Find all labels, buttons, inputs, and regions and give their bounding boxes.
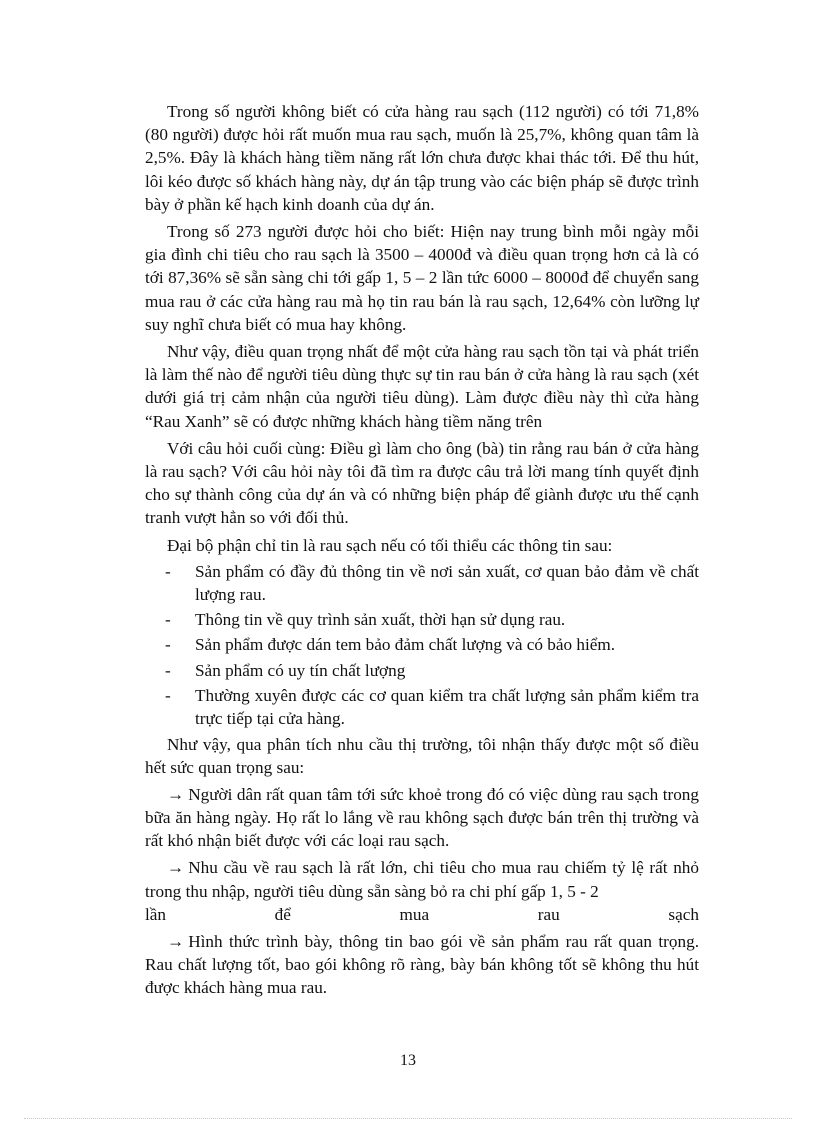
justified-last-line [145,903,699,926]
conclusion-text: Người dân rất quan tâm tới sức khoẻ trong đó có việc dùng rau sạch trong bữa ăn hàng ngày. Họ rất lo lắng về rau không sạch được bán trên thị trường và rất khó nhận biết được với các loại rau sạch. [145,784,699,851]
conclusion-packaging [145,930,699,1000]
conclusion-text: Hình thức trình bày, thông tin bao gói về sản phẩm rau rất quan trọng. Rau chất lượng tốt, bao gói không rõ ràng, bày bán không tốt sẽ không thu hút được khách hàng mua rau. [145,931,699,998]
paragraph-spending: Trong số 273 người được hỏi cho biết: Hiện nay trung bình mỗi ngày mỗi gia đình chi tiêu cho rau sạch là 3500 – 4000đ và điều quan trọng hơn cả là có tới 87,36% sẽ sẵn sàng chi tới gấp 1, 5 – 2 lần tức 6000 – 8000đ để chuyển sang mua rau ở các cửa hàng rau mà họ tin rau bán là rau sạch, 12,64% còn lưỡng lự suy nghĩ chưa biết có mua hay không. [145,222,699,334]
word: rau [537,904,560,924]
paragraph-trust-importance: Như vậy, điều quan trọng nhất để một cửa hàng rau sạch tồn tại và phát triển là làm thế nào để người tiêu dùng thực sự tin rau bán ở cửa hàng là rau sạch (xét dưới giá trị cảm nhận của người tiêu dùng). Làm được điều này thì cửa hàng “Rau Xanh” sẽ có được những khách hàng tiềm năng trên [145,342,699,431]
list-item-text: Thường xuyên được các cơ quan kiểm tra chất lượng sản phẩm kiểm tra trực tiếp tại cửa hàng. [195,685,699,729]
list-item-text: Thông tin về quy trình sản xuất, thời hạn sử dụng rau. [195,610,566,630]
document-body [145,100,699,1004]
word: mua [399,904,430,924]
page-bottom-divider [24,1118,792,1119]
word: sạch [668,904,699,924]
conclusion-text: Nhu cầu về rau sạch là rất lớn, chi tiêu cho mua rau chiếm tỷ lệ rất nhỏ trong thu nhập, người tiêu dùng sẵn sàng bỏ ra chi phí gấp 1, 5 - 2 [145,858,699,901]
conclusion-health [145,783,699,853]
bullet-dash: - [165,685,171,705]
arrow-icon: → [167,931,185,951]
list-item [145,684,699,730]
bullet-dash: - [165,660,171,680]
bullet-dash: - [165,561,171,581]
paragraph-final-question: Với câu hỏi cuối cùng: Điều gì làm cho ông (bà) tin rằng rau bán ở cửa hàng là rau sạch? Với câu hỏi này tôi đã tìm ra được câu trả lời mang tính quyết định cho sự thành công của dự án và có những biện pháp để giành được ưu thế cạnh tranh vượt hẳn so với đối thủ. [145,438,699,528]
word: lần [145,904,166,924]
list-item-text: Sản phẩm có đầy đủ thông tin về nơi sản xuất, cơ quan bảo đảm về chất lượng rau. [195,561,699,605]
arrow-icon: → [167,858,185,878]
list-item [145,633,699,656]
paragraph-required-info: Đại bộ phận chỉ tin là rau sạch nếu có tối thiểu các thông tin sau: [167,535,613,555]
list-item [145,659,699,682]
paragraph-analysis-intro: Như vậy, qua phân tích nhu cầu thị trường, tôi nhận thấy được một số điều hết sức quan trọng sau: [145,735,699,778]
list-item [145,608,699,631]
required-info-list [145,560,699,730]
list-item [145,560,699,606]
list-item-text: Sản phẩm được dán tem bảo đảm chất lượng và có bảo hiểm. [195,635,616,655]
bullet-dash: - [165,610,171,630]
conclusion-demand [145,856,699,926]
bullet-dash: - [165,635,171,655]
paragraph-customers-unaware: Trong số người không biết có cửa hàng rau sạch (112 người) có tới 71,8% (80 người) được hỏi rất muốn mua rau sạch, muốn là 25,7%, không quan tâm là 2,5%. Đây là khách hàng tiềm năng rất lớn chưa được khai thác tới. Để thu hút, lôi kéo được số khách hàng này, dự án tập trung vào các biện pháp sẽ được trình bày ở phần kế hạch kinh doanh của dự án. [145,102,699,214]
word: để [274,904,291,924]
list-item-text: Sản phẩm có uy tín chất lượng [195,660,406,680]
arrow-icon: → [167,784,185,804]
page-number: 13 [400,1052,416,1069]
